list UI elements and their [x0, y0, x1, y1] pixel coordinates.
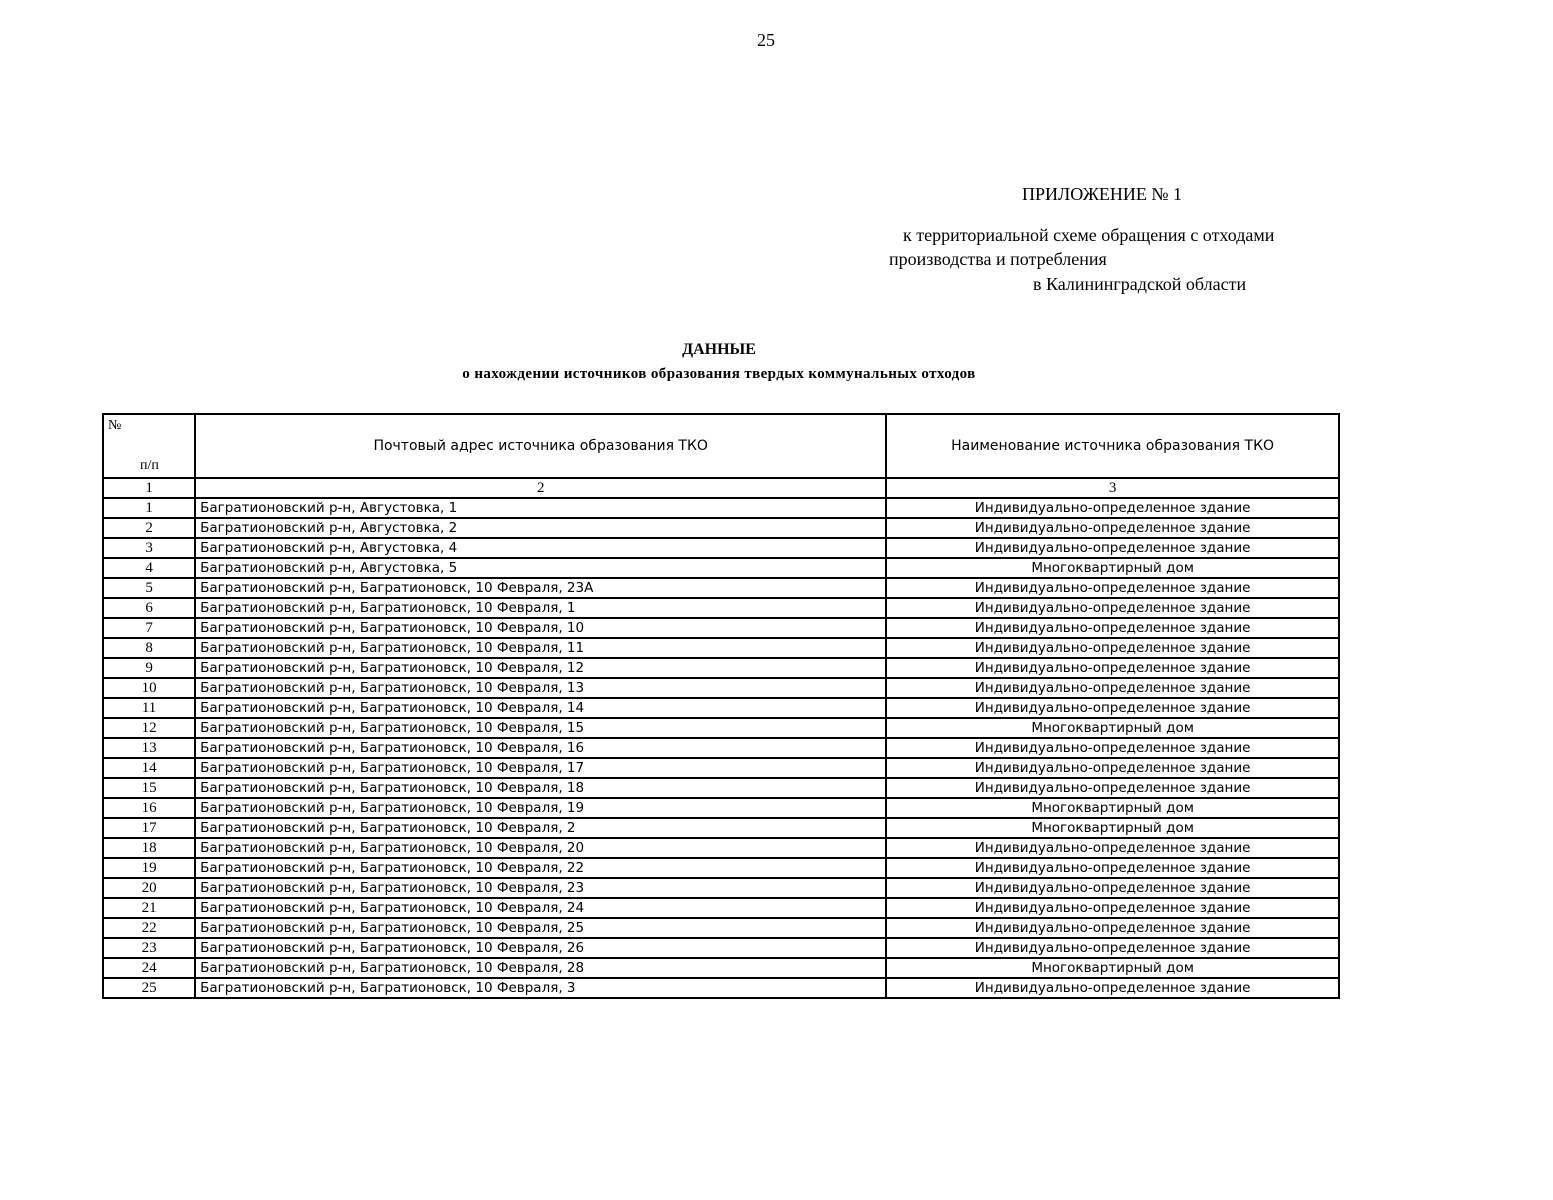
row-source-name: Индивидуально-определенное здание [886, 538, 1339, 558]
document-heading: ДАННЫЕ [682, 341, 756, 358]
row-number: 15 [103, 778, 195, 798]
table-row [103, 778, 1339, 798]
row-address: Багратионовский р-н, Багратионовск, 10 Февраля, 24 [195, 898, 886, 918]
row-number: 12 [103, 718, 195, 738]
row-address: Багратионовский р-н, Багратионовск, 10 Февраля, 23 [195, 878, 886, 898]
table-row [103, 798, 1339, 818]
row-number: 7 [103, 618, 195, 638]
row-source-name: Многоквартирный дом [886, 718, 1339, 738]
table-header-row [103, 414, 1339, 478]
row-address: Багратионовский р-н, Багратионовск, 10 Февраля, 20 [195, 838, 886, 858]
row-address: Багратионовский р-н, Багратионовск, 10 Февраля, 14 [195, 698, 886, 718]
row-number: 6 [103, 598, 195, 618]
table-row [103, 558, 1339, 578]
row-address: Багратионовский р-н, Багратионовск, 10 Февраля, 3 [195, 978, 886, 998]
row-number: 9 [103, 658, 195, 678]
header-address: Почтовый адрес источника образования ТКО [195, 414, 886, 478]
row-source-name: Индивидуально-определенное здание [886, 678, 1339, 698]
appendix-line-2: производства и потребления [889, 249, 1107, 269]
row-source-name: Многоквартирный дом [886, 818, 1339, 838]
table-row [103, 978, 1339, 998]
page-number: 25 [757, 30, 775, 50]
row-source-name: Многоквартирный дом [886, 558, 1339, 578]
row-number: 20 [103, 878, 195, 898]
column-number-row [103, 478, 1339, 498]
row-source-name: Индивидуально-определенное здание [886, 498, 1339, 518]
row-address: Багратионовский р-н, Багратионовск, 10 Февраля, 2 [195, 818, 886, 838]
table-row [103, 518, 1339, 538]
table-body [103, 498, 1339, 998]
row-address: Багратионовский р-н, Багратионовск, 10 Февраля, 26 [195, 938, 886, 958]
column-number-2: 2 [195, 478, 886, 498]
row-address: Багратионовский р-н, Багратионовск, 10 Февраля, 16 [195, 738, 886, 758]
table-row [103, 578, 1339, 598]
row-source-name: Индивидуально-определенное здание [886, 778, 1339, 798]
row-address: Багратионовский р-н, Багратионовск, 10 Февраля, 25 [195, 918, 886, 938]
row-source-name: Индивидуально-определенное здание [886, 838, 1339, 858]
row-number: 1 [103, 498, 195, 518]
document-subheading: о нахождении источников образования твердых коммунальных отходов [462, 366, 976, 382]
row-address: Багратионовский р-н, Августовка, 2 [195, 518, 886, 538]
row-address: Багратионовский р-н, Багратионовск, 10 Февраля, 1 [195, 598, 886, 618]
row-source-name: Индивидуально-определенное здание [886, 698, 1339, 718]
header-source-name: Наименование источника образования ТКО [886, 414, 1339, 478]
row-address: Багратионовский р-н, Багратионовск, 10 Февраля, 23А [195, 578, 886, 598]
header-number-sign: № [108, 418, 122, 433]
table-row [103, 858, 1339, 878]
table-row [103, 738, 1339, 758]
column-number-1: 1 [103, 478, 195, 498]
header-number [103, 414, 195, 478]
table-row [103, 718, 1339, 738]
row-source-name: Индивидуально-определенное здание [886, 758, 1339, 778]
table-row [103, 958, 1339, 978]
row-source-name: Индивидуально-определенное здание [886, 738, 1339, 758]
row-address: Багратионовский р-н, Багратионовск, 10 Февраля, 11 [195, 638, 886, 658]
row-number: 19 [103, 858, 195, 878]
appendix-title: ПРИЛОЖЕНИЕ № 1 [1022, 184, 1183, 204]
row-address: Багратионовский р-н, Августовка, 1 [195, 498, 886, 518]
row-number: 4 [103, 558, 195, 578]
row-address: Багратионовский р-н, Багратионовск, 10 Февраля, 28 [195, 958, 886, 978]
row-source-name: Индивидуально-определенное здание [886, 618, 1339, 638]
table-row [103, 878, 1339, 898]
row-source-name: Индивидуально-определенное здание [886, 878, 1339, 898]
row-number: 22 [103, 918, 195, 938]
row-number: 5 [103, 578, 195, 598]
table-row [103, 838, 1339, 858]
table-row [103, 538, 1339, 558]
row-number: 11 [103, 698, 195, 718]
row-source-name: Индивидуально-определенное здание [886, 578, 1339, 598]
table-row [103, 678, 1339, 698]
header-number-pp: п/п [140, 458, 159, 473]
row-address: Багратионовский р-н, Багратионовск, 10 Февраля, 13 [195, 678, 886, 698]
row-address: Багратионовский р-н, Багратионовск, 10 Февраля, 19 [195, 798, 886, 818]
row-number: 3 [103, 538, 195, 558]
row-address: Багратионовский р-н, Багратионовск, 10 Февраля, 18 [195, 778, 886, 798]
table-row [103, 898, 1339, 918]
row-number: 24 [103, 958, 195, 978]
row-source-name: Индивидуально-определенное здание [886, 918, 1339, 938]
row-number: 8 [103, 638, 195, 658]
row-source-name: Индивидуально-определенное здание [886, 978, 1339, 998]
row-number: 13 [103, 738, 195, 758]
table-row [103, 498, 1339, 518]
row-address: Багратионовский р-н, Багратионовск, 10 Февраля, 17 [195, 758, 886, 778]
row-source-name: Индивидуально-определенное здание [886, 938, 1339, 958]
row-address: Багратионовский р-н, Багратионовск, 10 Февраля, 10 [195, 618, 886, 638]
table-row [103, 658, 1339, 678]
table-row [103, 758, 1339, 778]
table-row [103, 698, 1339, 718]
row-number: 14 [103, 758, 195, 778]
row-address: Багратионовский р-н, Багратионовск, 10 Февраля, 12 [195, 658, 886, 678]
row-number: 2 [103, 518, 195, 538]
table-row [103, 818, 1339, 838]
row-address: Багратионовский р-н, Августовка, 5 [195, 558, 886, 578]
table-row [103, 618, 1339, 638]
row-source-name: Индивидуально-определенное здание [886, 858, 1339, 878]
row-source-name: Индивидуально-определенное здание [886, 638, 1339, 658]
row-number: 10 [103, 678, 195, 698]
row-address: Багратионовский р-н, Багратионовск, 10 Февраля, 15 [195, 718, 886, 738]
appendix-line-1: к территориальной схеме обращения с отходами [903, 225, 1275, 245]
table-row [103, 938, 1339, 958]
row-address: Багратионовский р-н, Багратионовск, 10 Февраля, 22 [195, 858, 886, 878]
table-row [103, 598, 1339, 618]
appendix-line-3: в Калининградской области [1033, 274, 1247, 294]
column-number-3: 3 [886, 478, 1339, 498]
row-source-name: Индивидуально-определенное здание [886, 898, 1339, 918]
row-number: 16 [103, 798, 195, 818]
row-address: Багратионовский р-н, Августовка, 4 [195, 538, 886, 558]
row-number: 25 [103, 978, 195, 998]
row-source-name: Индивидуально-определенное здание [886, 518, 1339, 538]
row-source-name: Индивидуально-определенное здание [886, 658, 1339, 678]
data-table [102, 413, 1340, 999]
table-row [103, 918, 1339, 938]
row-number: 23 [103, 938, 195, 958]
row-source-name: Многоквартирный дом [886, 798, 1339, 818]
row-number: 18 [103, 838, 195, 858]
table-row [103, 638, 1339, 658]
row-source-name: Многоквартирный дом [886, 958, 1339, 978]
row-number: 21 [103, 898, 195, 918]
row-source-name: Индивидуально-определенное здание [886, 598, 1339, 618]
row-number: 17 [103, 818, 195, 838]
